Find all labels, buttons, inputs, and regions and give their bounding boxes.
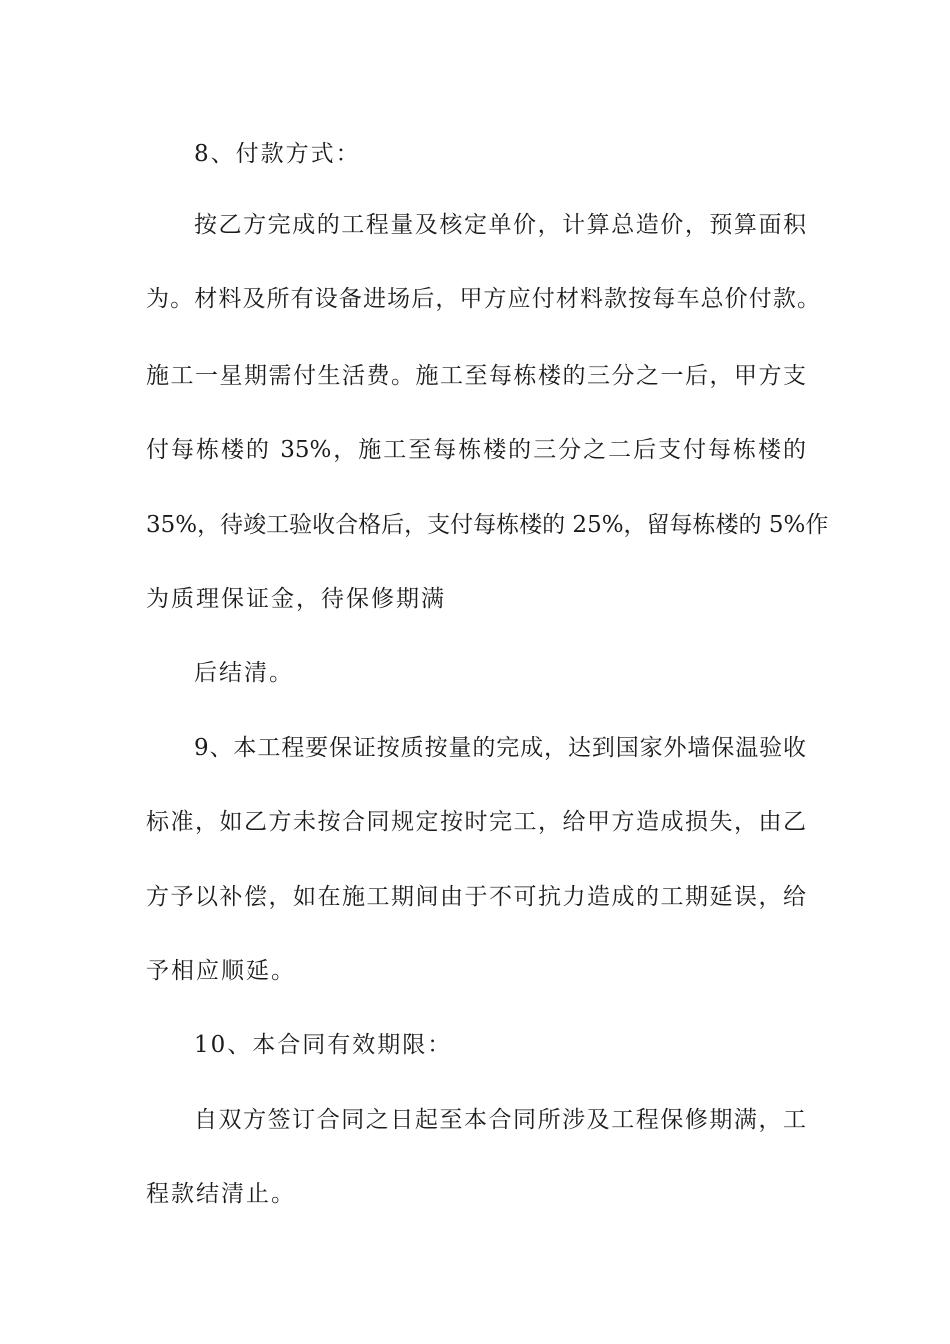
clause-8-line-2: 为。材料及所有设备进场后，甲方应付材料款按每车总价付款。 — [146, 286, 820, 312]
clause-9-line-4: 予相应顺延。 — [146, 958, 296, 984]
clause-8-line-1: 按乙方完成的工程量及核定单价，计算总造价，预算面积 — [194, 212, 806, 238]
clause-8-line-4: 付每栋楼的 35%，施工至每栋楼的三分之二后支付每栋楼的 — [146, 437, 806, 463]
clause-8-line-5: 35%，待竣工验收合格后，支付每栋楼的 25%，留每栋楼的 5%作 — [146, 512, 829, 538]
clause-10-line-1: 自双方签订合同之日起至本合同所涉及工程保修期满，工 — [194, 1107, 806, 1133]
clause-8-line-6: 为质理保证金，待保修期满 — [146, 586, 446, 612]
clause-8-line-7: 后结清。 — [194, 660, 294, 686]
clause-8-heading: 8、付款方式： — [194, 141, 361, 167]
clause-9-line-2: 标准，如乙方未按合同规定按时完工，给甲方造成损失，由乙 — [146, 809, 806, 835]
clause-9-line-3: 方予以补偿，如在施工期间由于不可抗力造成的工期延误，给 — [146, 884, 806, 910]
clause-9-line-1: 9、本工程要保证按质按量的完成，达到国家外墙保温验收 — [194, 735, 806, 761]
clause-10-heading: 10、本合同有效期限： — [194, 1032, 453, 1058]
clause-10-line-2: 程款结清止。 — [146, 1181, 296, 1207]
clause-8-line-3: 施工一星期需付生活费。施工至每栋楼的三分之一后，甲方支 — [146, 363, 806, 389]
